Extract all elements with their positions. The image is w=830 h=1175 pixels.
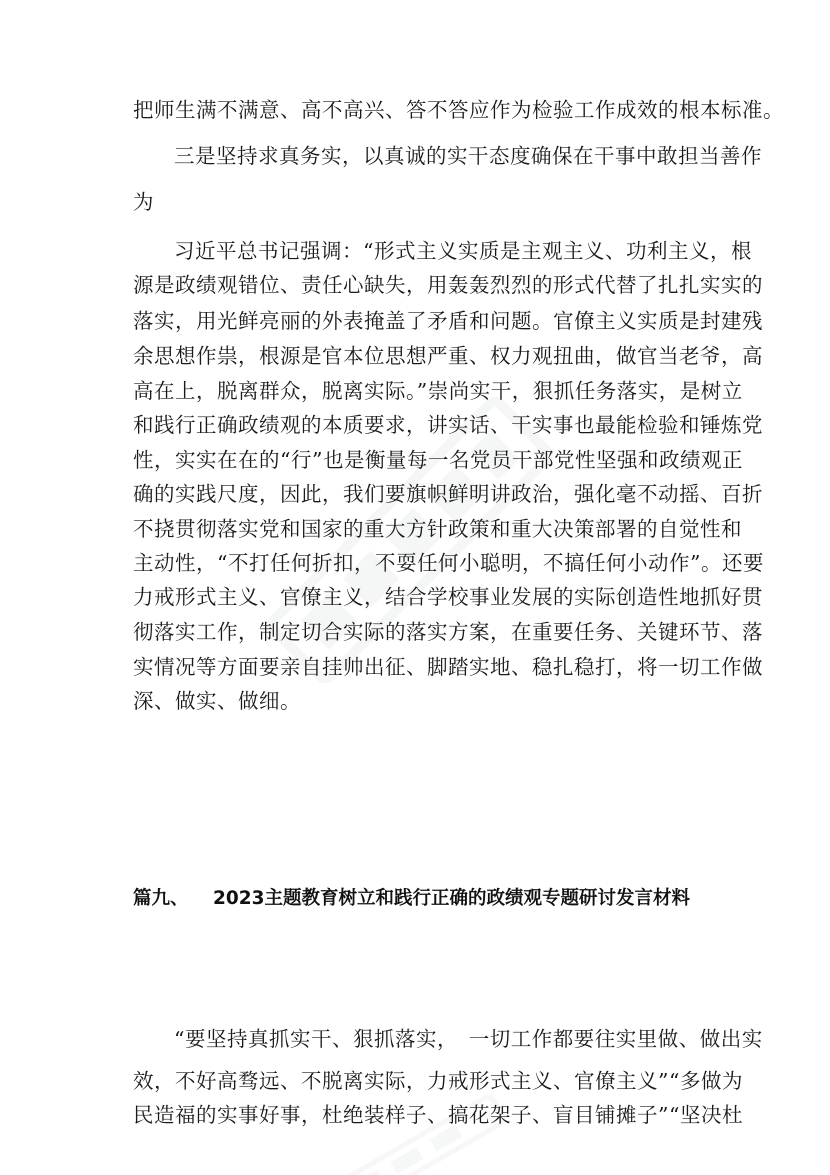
paragraph-line: 源是政绩观错位、责任心缺失，用轰轰烈烈的形式代替了扎扎实实的 xyxy=(133,273,763,297)
paragraph-line: 落实，用光鲜亮丽的外表掩盖了矛盾和问题。官僚主义实质是封建残 xyxy=(133,309,763,333)
paragraph-line: 高在上，脱离群众，脱离实际。”崇尚实干，狠抓任务落实，是树立 xyxy=(133,379,743,403)
paragraph-line: 力戒形式主义、官僚主义，结合学校事业发展的实际创造性地抓好贯 xyxy=(133,585,763,609)
article-title: 2023主题教育树立和践行正确的政绩观专题研讨发言材料 xyxy=(213,888,690,909)
paragraph-line: 确的实践尺度，因此，我们要旗帜鲜明讲政治，强化毫不动摇、百折 xyxy=(133,482,763,506)
paragraph-line: 习近平总书记强调：“形式主义实质是主观主义、功利主义，根 xyxy=(174,239,752,263)
section-heading-line: 三是坚持求真务实，以真诚的实干态度确保在干事中敢担当善作 xyxy=(174,144,762,168)
paragraph-line: 效，不好高骛远、不脱离实际，力戒形式主义、官僚主义”“多做为 xyxy=(133,1069,743,1093)
paragraph-line: 实情况等方面要亲自挂帅出征、脚踏实地、稳扎稳打，将一切工作做 xyxy=(133,655,763,679)
paragraph-line: 把师生满不满意、高不高兴、答不答应作为检验工作成效的根本标准。 xyxy=(133,98,784,122)
paragraph-line: “要坚持真抓实干、狠抓落实， 一切工作都要往实里做、做出实 xyxy=(174,1027,763,1051)
paragraph-line: 民造福的实事好事，杜绝装样子、搞花架子、盲目铺摊子”“坚决杜 xyxy=(133,1103,743,1127)
paragraph-line: 余思想作祟，根源是官本位思想严重、权力观扭曲，做官当老爷，高 xyxy=(133,344,763,368)
paragraph-line: 主动性，“不打任何折扣，不耍任何小聪明，不搞任何小动作”。还要 xyxy=(133,551,764,575)
paragraph-line: 不挠贯彻落实党和国家的重大方针政策和重大决策部署的自觉性和 xyxy=(133,517,742,541)
watermark-footer-mark xyxy=(321,1081,519,1175)
section-heading-line: 为 xyxy=(133,190,154,214)
article-number: 篇九、 xyxy=(133,888,189,909)
paragraph-line: 深、做实、做细。 xyxy=(133,689,301,713)
paragraph-line: 和践行正确政绩观的本质要求，讲实话、干实事也最能检验和锤炼党 xyxy=(133,413,763,437)
paragraph-line: 性，实实在在的“行”也是衡量每一名党员干部党性坚强和政绩观正 xyxy=(133,448,743,472)
paragraph-line: 彻落实工作，制定切合实际的落实方案，在重要任务、关键环节、落 xyxy=(133,620,763,644)
